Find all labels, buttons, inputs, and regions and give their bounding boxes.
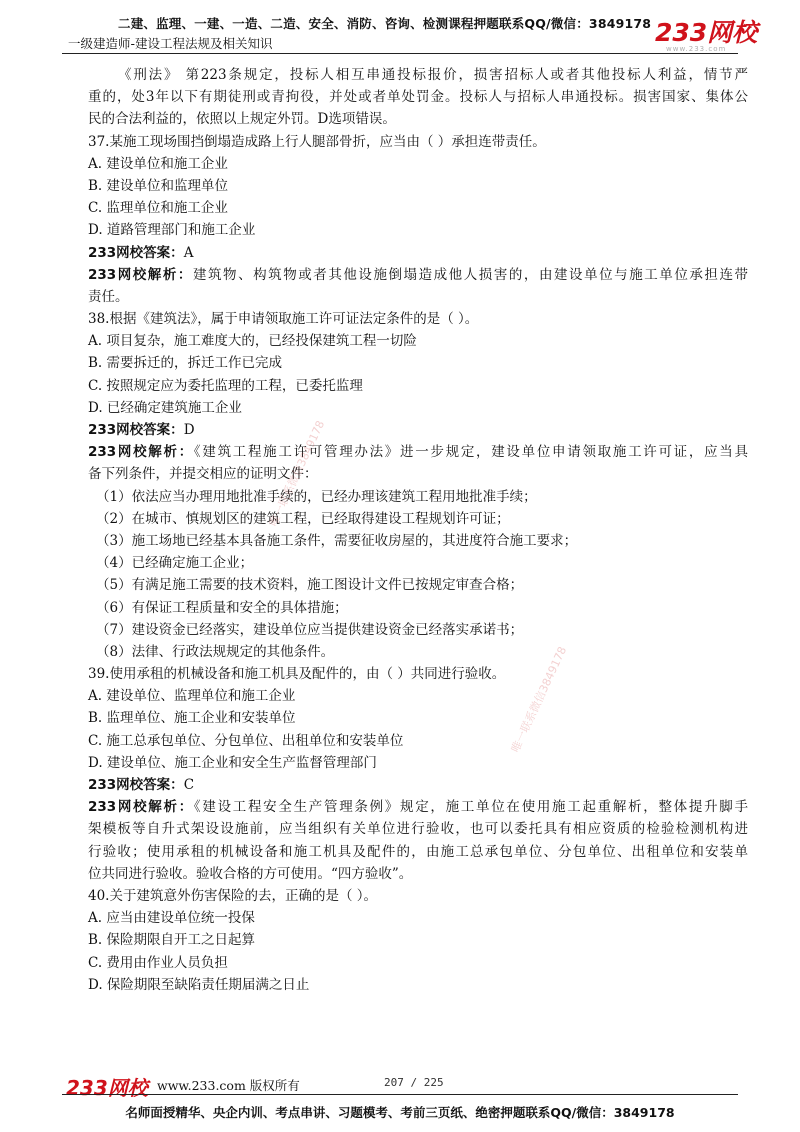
option-line: [88, 330, 748, 352]
option-line: [88, 685, 748, 707]
line-text: A. 建设单位、监理单位和施工企业: [88, 688, 296, 705]
line-text: 备下列条件，并提交相应的证明文件：: [88, 466, 318, 483]
option-line: [88, 375, 748, 397]
list-item: [88, 486, 748, 508]
line-text: 37.某施工现场围挡倒塌造成路上行人腿部骨折，应当由（ ）承担连带责任。: [88, 133, 546, 150]
option-line: [88, 907, 748, 929]
option-line: [88, 974, 748, 996]
line-text: A. 项目复杂，施工难度大的，已经投保建筑工程一切险: [88, 333, 417, 350]
line-text: （7）建设资金已经落实，建设单位应当提供建设资金已经落实承诺书；: [96, 621, 524, 638]
line-text: D. 道路管理部门和施工企业: [88, 222, 256, 239]
line-text: D. 建设单位、施工企业和安全生产监督管理部门: [88, 754, 377, 771]
option-line: [88, 952, 748, 974]
list-item: [88, 619, 748, 641]
option-line: [88, 707, 748, 729]
option-line: [88, 752, 748, 774]
question-line: [88, 308, 748, 330]
footer-brand-logo: 233网校: [66, 1076, 148, 1100]
paragraph-line: [88, 463, 748, 485]
line-text: （1）依法应当办理用地批准手续的，已经办理该建筑工程用地批准手续；: [96, 488, 537, 505]
line-text: （4）已经确定施工企业；: [96, 555, 254, 572]
footer-contact-line: 名师面授精华、央企内训、考点串讲、习题模考、考前三页纸、绝密押题联系QQ/微信：3849178: [125, 1105, 675, 1120]
line-text: B. 建设单位和监理单位: [88, 177, 229, 194]
header-divider: [62, 53, 738, 54]
paragraph-line: [88, 863, 748, 885]
answer-label: 233网校答案：: [88, 244, 184, 261]
line-text: D. 保险期限至缺陷责任期届满之日止: [88, 976, 310, 993]
line-text: A. 建设单位和施工企业: [88, 155, 228, 172]
option-line: [88, 153, 748, 175]
answer-label: 233网校解析：: [88, 266, 193, 283]
paragraph-line: [88, 108, 748, 130]
page-number: 207 / 225: [384, 1076, 444, 1089]
question-line: [88, 131, 748, 153]
option-line: [88, 219, 748, 241]
line-text: C. 费用由作业人员负担: [88, 954, 228, 971]
footer-copyright: www.233.com 版权所有: [157, 1078, 300, 1093]
answer-line: [88, 796, 748, 818]
line-text: C: [183, 777, 195, 793]
option-line: [88, 197, 748, 219]
header-contact-line: 二建、监理、一建、一造、二造、安全、消防、咨询、检测课程押题联系QQ/微信：3849178: [118, 16, 652, 31]
answer-label: 233网校解析：: [88, 799, 194, 816]
brand-logo-url: www.233.com: [666, 45, 727, 53]
answer-line: [88, 242, 748, 264]
paragraph-line: [88, 86, 748, 108]
option-line: [88, 175, 748, 197]
watermark-text: 唯一联系微信3849178: [508, 644, 570, 755]
line-text: D: [183, 422, 195, 438]
header-subject-title: 一级建造师-建设工程法规及相关知识: [68, 36, 273, 51]
answer-label: 233网校解析：: [88, 444, 194, 461]
line-text: 建筑物、构筑物或者其他设施倒塌造成他人损害的，由建设单位与施工单位承担连带: [192, 266, 749, 283]
line-text: 39.使用承租的机械设备和施工机具及配件的，由（ ）共同进行验收。: [88, 666, 506, 683]
page-header: [0, 0, 800, 60]
answer-label: 233网校答案：: [88, 777, 184, 793]
option-line: [88, 929, 748, 951]
line-text: A. 应当由建设单位统一投保: [88, 910, 255, 927]
answer-label: 233网校答案：: [88, 422, 184, 438]
line-text: 民的合法利益的，依照以上规定外罚。D选项错误。: [88, 111, 396, 128]
option-line: [88, 352, 748, 374]
line-text: 《刑法》 第223条规定，投标人相互串通投标报价，损害招标人或者其他投标人利益，情节严: [118, 67, 748, 83]
list-item: [88, 574, 748, 596]
line-text: C. 施工总承包单位、分包单位、出租单位和安装单位: [88, 732, 404, 749]
line-text: B. 监理单位、施工企业和安装单位: [88, 710, 296, 727]
brand-logo: 233网校: [655, 18, 758, 47]
line-text: B. 保险期限自开工之日起算: [88, 932, 256, 949]
answer-line: [88, 264, 748, 286]
line-text: 《建筑工程施工许可管理办法》进一步规定，建设单位申请领取施工许可证，应当具: [193, 444, 748, 461]
line-text: （6）有保证工程质量和安全的具体措施；: [96, 599, 348, 616]
line-text: D. 已经确定建筑施工企业: [88, 399, 242, 416]
line-text: 责任。: [88, 288, 129, 305]
line-text: 《建设工程安全生产管理条例》规定，施工单位在使用施工起重解析，整体提升脚手: [193, 799, 748, 816]
paragraph-line: [88, 286, 748, 308]
line-text: 行验收；使用承租的机械设备和施工机具及配件的，由施工总承包单位、分包单位、出租单位和安装单: [88, 843, 748, 860]
line-text: 38.根据《建筑法》，属于申请领取施工许可证法定条件的是（ ）。: [88, 311, 479, 328]
line-text: （5）有满足施工需要的技术资料，施工图设计文件已按规定审查合格；: [96, 577, 524, 594]
paragraph-line: [88, 818, 748, 840]
list-item: [88, 530, 748, 552]
line-text: C. 监理单位和施工企业: [88, 200, 228, 217]
footer-divider: [62, 1094, 738, 1095]
line-text: C. 按照规定应为委托监理的工程，已委托监理: [88, 377, 363, 394]
paragraph-line: [88, 841, 748, 863]
line-text: B. 需要拆迁的，拆迁工作已完成: [88, 355, 283, 372]
answer-line: [88, 419, 748, 441]
line-text: （3）施工场地已经基本具备施工条件，需要征收房屋的，其进度符合施工要求；: [96, 532, 578, 549]
list-item: [88, 508, 748, 530]
line-text: 40.关于建筑意外伤害保险的去，正确的是（ ）。: [88, 887, 378, 904]
watermark-text: 唯一联系微信3849178: [266, 418, 328, 529]
question-line: [88, 663, 748, 685]
line-text: 重的，处3年以下有期徒刑或青拘役，并处或者单处罚金。投标人与招标人串通投标。损害国家、集体公: [88, 89, 748, 106]
list-item: [88, 641, 748, 663]
line-text: （8）法律、行政法规规定的其他条件。: [96, 643, 335, 660]
document-body: [88, 64, 748, 996]
paragraph-line: [88, 64, 748, 86]
answer-line: [88, 774, 748, 796]
list-item: [88, 597, 748, 619]
answer-line: [88, 441, 748, 463]
line-text: 架模板等自升式架设设施前，应当组织有关单位进行验收，也可以委托具有相应资质的检验检测机构进: [88, 821, 748, 838]
line-text: （2）在城市、慎规划区的建筑工程，已经取得建设工程规划许可证；: [96, 510, 510, 527]
line-text: 位共同进行验收。验收合格的方可使用。“四方验收”。: [88, 865, 413, 882]
option-line: [88, 397, 748, 419]
list-item: [88, 552, 748, 574]
question-line: [88, 885, 748, 907]
line-text: A: [183, 244, 194, 261]
option-line: [88, 730, 748, 752]
